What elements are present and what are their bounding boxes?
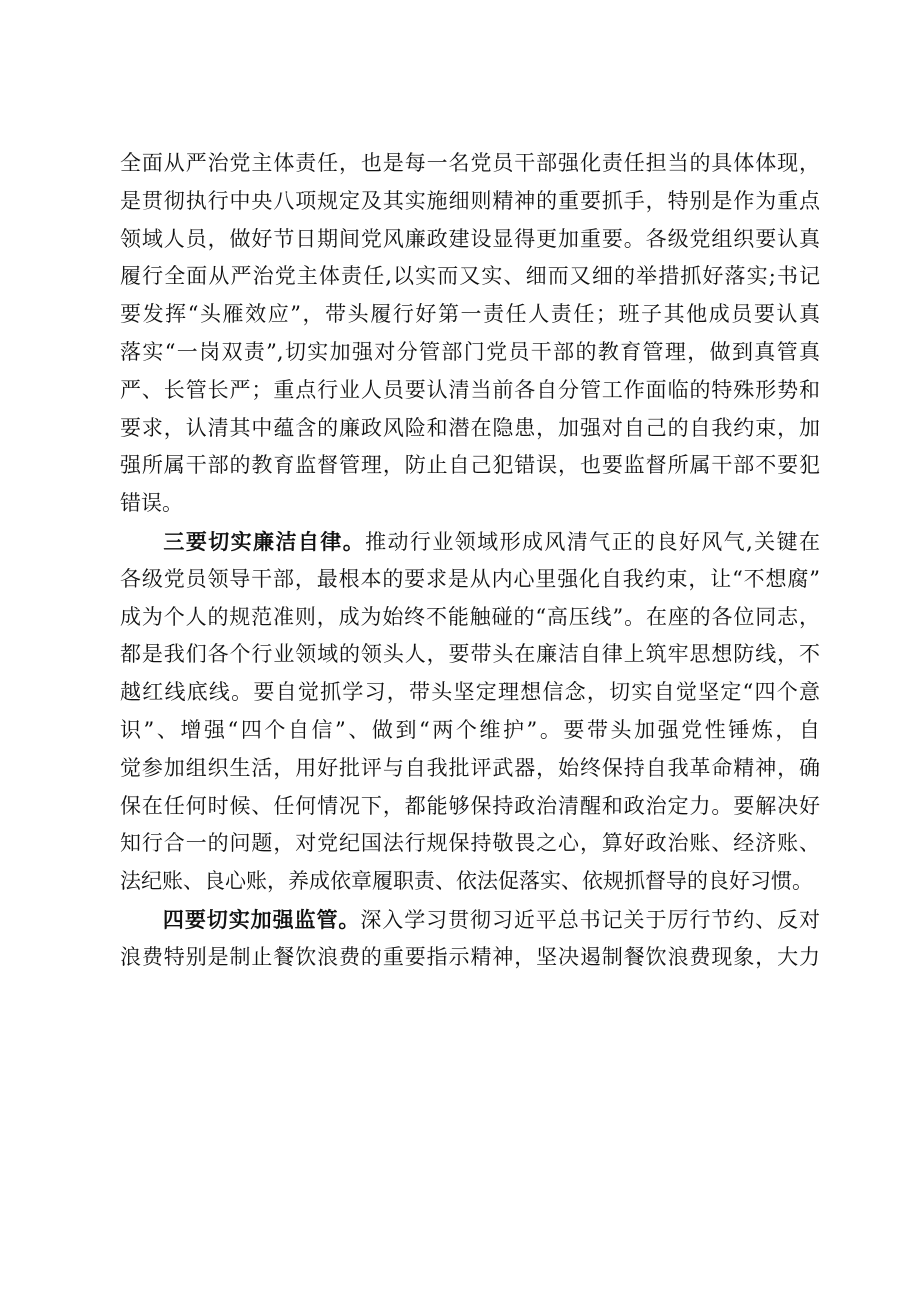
text-line: 严、长管长严；重点行业人员要认清当前各自分管工作面临的特殊形势和 [120, 377, 820, 402]
text-line: 落实“一岗双责”,切实加强对分管部门党员干部的教育管理，做到真管真 [120, 339, 820, 364]
paragraph-responsibility [120, 145, 820, 523]
text-line: 领域人员，做好节日期间党风廉政建设显得更加重要。各级党组织要认真 [120, 226, 820, 251]
text-line: 各级党员领导干部，最根本的要求是从内心里强化自我约束，让“不想腐” [120, 566, 820, 591]
text-line: 成为个人的规范准则，成为始终不能触碰的“高压线”。在座的各位同志， [120, 604, 820, 629]
text-line: 强所属干部的教育监督管理，防止自己犯错误，也要监督所属干部不要犯 [120, 453, 820, 478]
text-line: 是贯彻执行中央八项规定及其实施细则精神的重要抓手，特别是作为重点 [120, 188, 820, 213]
text-line: 识”、增强“四个自信”、做到“两个维护”。要带头加强党性锤炼，自 [120, 717, 820, 742]
text-line: 法纪账、良心账，养成依章履职责、依法促落实、依规抓督导的良好习惯。 [120, 869, 813, 894]
text-line: 要求，认清其中蕴含的廉政风险和潜在隐患，加强对自己的自我约束，加 [120, 415, 820, 440]
paragraph-self-discipline [120, 523, 820, 901]
text-line: 浪费特别是制止餐饮浪费的重要指示精神，坚决遏制餐饮浪费现象，大力 [120, 944, 820, 969]
section-heading: 三要切实廉洁自律。 [162, 528, 366, 554]
text-line: 都是我们各个行业领域的领头人，要带头在廉洁自律上筑牢思想防线，不 [120, 642, 820, 667]
text-line-first [120, 901, 820, 939]
text-line: 要发挥“头雁效应”，带头履行好第一责任人责任；班子其他成员要认真 [120, 302, 820, 327]
text-line-first [120, 523, 820, 561]
text-line: 知行合一的问题，对党纪国法行规保持敬畏之心，算好政治账、经济账、 [120, 831, 820, 856]
heading-line-text: 深入学习贯彻习近平总书记关于厉行节约、反对 [360, 907, 821, 932]
paragraph-supervision [120, 901, 820, 977]
text-line: 错误。 [120, 491, 183, 516]
heading-line-text: 推动行业领域形成风清气正的良好风气,关键在 [365, 529, 820, 554]
text-line: 保在任何时候、任何情况下，都能够保持政治清醒和政治定力。要解决好 [120, 793, 820, 818]
section-heading: 四要切实加强监管。 [162, 906, 361, 932]
document-page [120, 145, 820, 977]
text-line: 全面从严治党主体责任，也是每一名党员干部强化责任担当的具体体现， [120, 151, 820, 175]
text-line: 觉参加组织生活，用好批评与自我批评武器，始终保持自我革命精神，确 [120, 755, 820, 780]
text-line: 履行全面从严治党主体责任,以实而又实、细而又细的举措抓好落实;书记 [120, 264, 820, 289]
text-line: 越红线底线。要自觉抓学习，带头坚定理想信念，切实自觉坚定“四个意 [120, 680, 820, 705]
